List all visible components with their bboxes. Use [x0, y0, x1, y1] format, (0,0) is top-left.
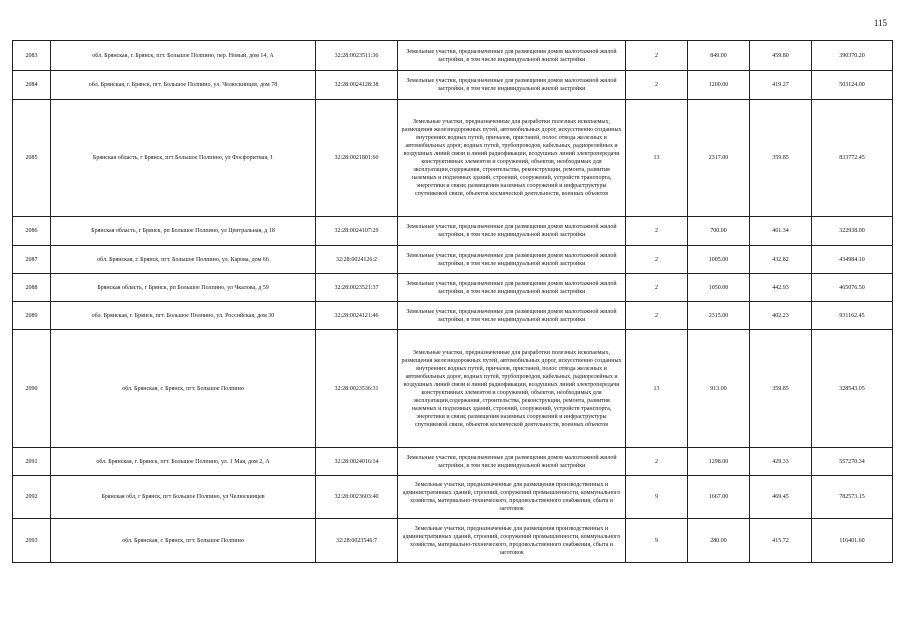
table-row [13, 519, 893, 563]
address-cell: Брянская область, г Брянск, рп Большое Полпино, ул Центральная, д 18 [51, 217, 316, 246]
specific-value-cell: 461.34 [750, 217, 812, 246]
specific-value-cell: 359.85 [750, 100, 812, 217]
land-use-cell: Земельные участки, предназначенные для размещения домов малоэтажной жилой застройки, в том числе индивидуальной жилой застройки [398, 217, 626, 246]
row-number: 2089 [13, 302, 51, 330]
row-number: 2088 [13, 274, 51, 302]
cadastral-number-cell: 32:28:0024016:14 [316, 448, 398, 476]
land-use-cell: Земельные участки, предназначенные для разработки полезных ископаемых, размещения железнодорожных путей, автомобильных дорог, искусственно созданных внутренних водных путей, причалов, пристаней, полос отвода железных и автомобильных дорог, водных путей, трубопроводов, кабельных, радиорелейных и воздушных линий связи и линий радиофикации, воздушных линий электропередачи конструктивных элементов и сооружений, объектов, необходимых для эксплуатации,содержания, строительства, реконструкции, ремонта, развития наземных и подземных зданий, строений, сооружений, устройств транспорта, энергетики и связи; размещения наземных сооружений и инфраструктуры спутниковой связи, объектов космической деятельности, военных объектов [398, 330, 626, 448]
cadastral-number-cell: 32:28:0021801:60 [316, 100, 398, 217]
address-cell: обл. Брянская, г. Брянск, пгт. Большое Полпино, ул. Челюскинцев, дом 78 [51, 71, 316, 100]
use-code-cell: 9 [626, 519, 688, 563]
cadastral-value-cell: 322938.00 [812, 217, 893, 246]
land-use-cell: Земельные участки, предназначенные для размещения домов малоэтажной жилой застройки, в том числе индивидуальной жилой застройки [398, 71, 626, 100]
area-cell: 913.00 [688, 330, 750, 448]
table-row [13, 71, 893, 100]
specific-value-cell: 459.80 [750, 41, 812, 71]
row-number: 2092 [13, 476, 51, 519]
use-code-cell: 2 [626, 41, 688, 71]
specific-value-cell: 359.85 [750, 330, 812, 448]
table-row [13, 246, 893, 274]
area-cell: 849.00 [688, 41, 750, 71]
specific-value-cell: 432.82 [750, 246, 812, 274]
cadastral-value-cell: 503124.00 [812, 71, 893, 100]
row-number: 2084 [13, 71, 51, 100]
cadastral-number-cell: 32:28:0023546:7 [316, 519, 398, 563]
table-row [13, 448, 893, 476]
area-cell: 280.00 [688, 519, 750, 563]
row-number: 2090 [13, 330, 51, 448]
row-number: 2086 [13, 217, 51, 246]
use-code-cell: 9 [626, 476, 688, 519]
row-number: 2093 [13, 519, 51, 563]
table-row [13, 302, 893, 330]
cadastral-value-cell: 931162.45 [812, 302, 893, 330]
land-plot-table [12, 40, 893, 563]
row-number: 2085 [13, 100, 51, 217]
cadastral-value-cell: 116401.60 [812, 519, 893, 563]
specific-value-cell: 415.72 [750, 519, 812, 563]
address-cell: обл. Брянская, г. Брянск, пгт. Большое Полпино [51, 330, 316, 448]
cadastral-value-cell: 833772.45 [812, 100, 893, 217]
land-use-cell: Земельные участки, предназначенные для размещения домов малоэтажной жилой застройки, в том числе индивидуальной жилой застройки [398, 274, 626, 302]
address-cell: Брянская область, г Брянск, рп Большое Полпино, ул Чкалова, д 59 [51, 274, 316, 302]
use-code-cell: 13 [626, 100, 688, 217]
land-use-cell: Земельные участки, предназначенные для размещения домов малоэтажной жилой застройки, в том числе индивидуальной жилой застройки [398, 448, 626, 476]
table-row [13, 274, 893, 302]
cadastral-value-cell: 465076.50 [812, 274, 893, 302]
land-use-cell: Земельные участки, предназначенные для разработки полезных ископаемых, размещения железнодорожных путей, автомобильных дорог, искусственно созданных внутренних водных путей, причалов, пристаней, полос отвода железных и автомобильных дорог, водных путей, трубопроводов, кабельных, радиорелейных и воздушных линий связи и линий радиофикации, воздушных линий электропередачи конструктивных элементов и сооружений, объектов, необходимых для эксплуатации,содержания, строительства, реконструкции, ремонта, развития наземных и подземных зданий, строений, сооружений, устройств транспорта, энергетики и связи; размещения наземных сооружений и инфраструктуры спутниковой связи, объектов космической деятельности, военных объектов [398, 100, 626, 217]
specific-value-cell: 429.33 [750, 448, 812, 476]
address-cell: обл. Брянская, г. Брянск, пгт. Большое Полпино, ул. Карова, дом 66 [51, 246, 316, 274]
address-cell: обл. Брянская, г. Брянск, пгт. Большое Полпино, пер. Новый, дом 14, А [51, 41, 316, 71]
cadastral-number-cell: 32:28:0023536:31 [316, 330, 398, 448]
cadastral-number-cell: 32:28:0024107:29 [316, 217, 398, 246]
table-row [13, 476, 893, 519]
use-code-cell: 2 [626, 246, 688, 274]
address-cell: обл. Брянская, г. Брянск, пгт. Большое Полпино [51, 519, 316, 563]
row-number: 2091 [13, 448, 51, 476]
use-code-cell: 2 [626, 302, 688, 330]
cadastral-number-cell: 32:28:0024128:38 [316, 71, 398, 100]
land-use-cell: Земельные участки, предназначенные для размещения домов малоэтажной жилой застройки, в том числе индивидуальной жилой застройки [398, 302, 626, 330]
area-cell: 700.00 [688, 217, 750, 246]
use-code-cell: 2 [626, 71, 688, 100]
table-row [13, 330, 893, 448]
address-cell: Брянская обл, г Брянск, пгт Большое Полпино, ул Челюскинцев [51, 476, 316, 519]
cadastral-number-cell: 32:28:0023521:37 [316, 274, 398, 302]
area-cell: 1050.00 [688, 274, 750, 302]
use-code-cell: 13 [626, 330, 688, 448]
cadastral-number-cell: 32:28:0023603:40 [316, 476, 398, 519]
land-use-cell: Земельные участки, предназначенные для размещения производственных и административных зданий, строений, сооружений промышленности, коммунального хозяйства, материально-технического, продовольственного снабжения, сбыта и заготовок [398, 476, 626, 519]
area-cell: 1298.00 [688, 448, 750, 476]
area-cell: 2317.00 [688, 100, 750, 217]
use-code-cell: 2 [626, 448, 688, 476]
cadastral-number-cell: 32:28:0023511:36 [316, 41, 398, 71]
use-code-cell: 2 [626, 274, 688, 302]
row-number: 2083 [13, 41, 51, 71]
specific-value-cell: 419.27 [750, 71, 812, 100]
cadastral-number-cell: 32:28:0024126:2 [316, 246, 398, 274]
cadastral-value-cell: 434984.10 [812, 246, 893, 274]
table-row [13, 100, 893, 217]
cadastral-value-cell: 557270.34 [812, 448, 893, 476]
address-cell: обл. Брянская, г. Брянск, пгт. Большое Полпино, ул. Российская, дом 30 [51, 302, 316, 330]
area-cell: 1200.00 [688, 71, 750, 100]
row-number: 2087 [13, 246, 51, 274]
land-use-cell: Земельные участки, предназначенные для размещения производственных и административных зданий, строений, сооружений промышленности, коммунального хозяйства, материально-технического, продовольственного снабжения, сбыта и заготовок [398, 519, 626, 563]
address-cell: Брянская область, г Брянск, пгт Большое Полпино, ул Фосфоритная, 1 [51, 100, 316, 217]
page-number: 115 [873, 18, 887, 28]
table-row [13, 217, 893, 246]
specific-value-cell: 402.23 [750, 302, 812, 330]
land-use-cell: Земельные участки, предназначенные для размещения домов малоэтажной жилой застройки, в том числе индивидуальной жилой застройки [398, 41, 626, 71]
address-cell: обл. Брянская, г. Брянск, пгт. Большое Полпино, ул. 1 Мая, дом 2, А [51, 448, 316, 476]
land-use-cell: Земельные участки, предназначенные для размещения домов малоэтажной жилой застройки, в том числе индивидуальной жилой застройки [398, 246, 626, 274]
cadastral-value-cell: 782573.15 [812, 476, 893, 519]
area-cell: 2315.00 [688, 302, 750, 330]
cadastral-value-cell: 328543.05 [812, 330, 893, 448]
specific-value-cell: 469.45 [750, 476, 812, 519]
cadastral-value-cell: 390370.20 [812, 41, 893, 71]
cadastral-number-cell: 32:28:0024121:46 [316, 302, 398, 330]
table-row [13, 41, 893, 71]
area-cell: 1667.00 [688, 476, 750, 519]
use-code-cell: 2 [626, 217, 688, 246]
specific-value-cell: 442.93 [750, 274, 812, 302]
area-cell: 1005.00 [688, 246, 750, 274]
